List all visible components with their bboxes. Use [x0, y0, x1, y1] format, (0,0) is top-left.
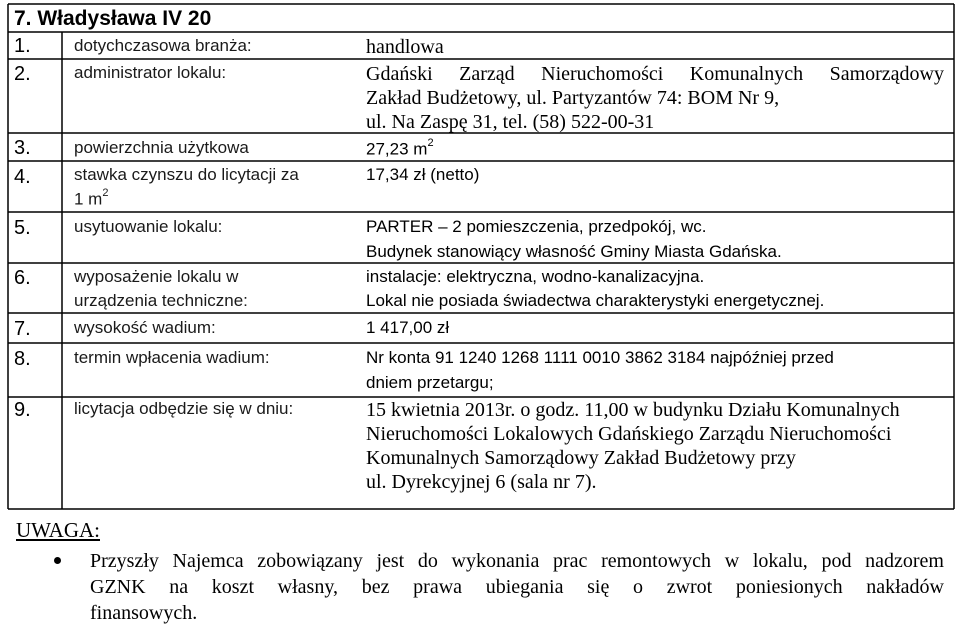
uwaga-line: finansowych.	[90, 602, 198, 624]
row-number: 6.	[14, 267, 31, 289]
row-label: powierzchnia użytkowa	[74, 138, 249, 157]
row-number: 7.	[14, 318, 31, 340]
row-label: dotychczasowa branża:	[74, 36, 252, 55]
row-value: handlowa	[366, 36, 444, 58]
row-number: 3.	[14, 137, 31, 159]
row-value-line: Lokal nie posiada świadectwa charakterystyki energetycznej.	[366, 291, 825, 310]
row-value-line: 15 kwietnia 2013r. o godz. 11,00 w budynku Działu Komunalnych	[366, 399, 900, 421]
row-label: wysokość wadium:	[74, 318, 216, 337]
superscript: 2	[427, 137, 434, 149]
row-value-line: Nr konta 91 1240 1268 1111 0010 3862 3184 najpóźniej przed	[366, 348, 834, 367]
row-label: usytuowanie lokalu:	[74, 217, 223, 236]
uwaga-heading: UWAGA:	[16, 518, 100, 542]
row-number: 4.	[14, 166, 31, 188]
row-label-line2: 1 $m^2$	[74, 187, 109, 209]
row-number: 5.	[14, 217, 31, 239]
row-value-line: ul. Dyrekcyjnej 6 (sala nr 7).	[366, 471, 597, 493]
row-value: 1 417,00 zł	[366, 318, 450, 337]
bullet-icon	[54, 557, 61, 564]
row-value-line: Komunalnych Samorządowy Zakład Budżetowy przy	[366, 447, 796, 469]
row-value-line: PARTER – 2 pomieszczenia, przedpokój, wc.	[366, 217, 707, 236]
row-label: administrator lokalu:	[74, 63, 227, 82]
row-label: wyposażenie lokalu w	[74, 267, 239, 286]
row-value-line: Nieruchomości Lokalowych Gdańskiego Zarządu Nieruchomości	[366, 423, 892, 445]
row-number: 9.	[14, 399, 31, 421]
section-header: 7. Władysława IV 20	[14, 7, 212, 30]
row-value-line: Zakład Budżetowy, ul. Partyzantów 74: BOM Nr 9,	[366, 87, 780, 109]
row-value-line: instalacje: elektryczna, wodno-kanalizacyjna.	[366, 267, 705, 286]
uwaga-line: Przyszły Najemca zobowiązany jest do wykonania prac remontowych w lokalu, pod nadzorem	[90, 550, 944, 572]
row-value-line: Budynek stanowiący własność Gminy Miasta Gdańska.	[366, 242, 782, 261]
row-label: stawka czynszu do licytacji za	[74, 165, 299, 184]
row-number: 2.	[14, 63, 31, 85]
superscript: 2	[102, 187, 109, 199]
row-value: 27,23 $m^2$	[366, 137, 434, 159]
row-value-line: ul. Na Zaspę 31, tel. (58) 522-00-31	[366, 111, 655, 133]
row-label: licytacja odbędzie się w dniu:	[74, 399, 294, 418]
row-number: 1.	[14, 35, 31, 57]
row-value-line: dniem przetargu;	[366, 373, 494, 392]
row-number: 8.	[14, 348, 31, 370]
row-label-line2: urządzenia techniczne:	[74, 291, 248, 310]
row-value-line: Gdański Zarząd Nieruchomości Komunalnych Samorządowy	[366, 63, 944, 85]
uwaga-line: GZNK na koszt własny, bez prawa ubiegania się o zwrot poniesionych nakładów	[90, 576, 944, 598]
row-value: 17,34 zł (netto)	[366, 165, 480, 184]
row-label: termin wpłacenia wadium:	[74, 348, 270, 367]
